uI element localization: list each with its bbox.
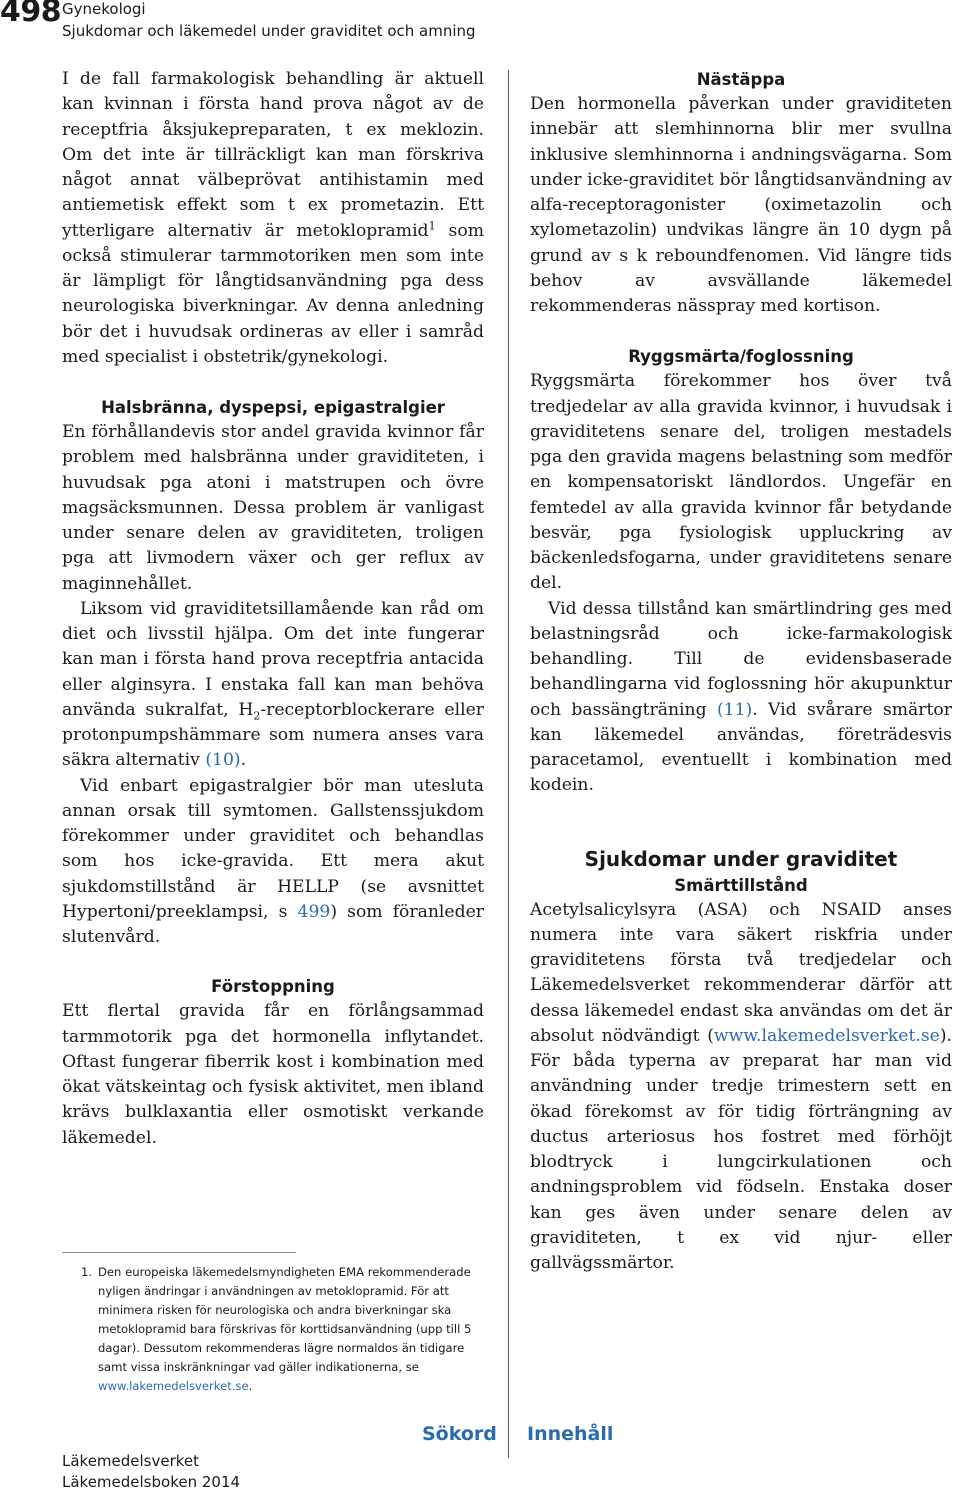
heading-pain-conditions: Smärttillstånd [674, 875, 808, 895]
footnote-number: 1. [81, 1265, 93, 1279]
paragraph: Den hormonella påverkan under graviditeten innebär att slemhinnorna blir mer svullna inklusive slemhinnorna i andningsvägarna. Som under icke-graviditet bör långtidsanvändning av alfa-receptoragonister (oximetazolin och xylometazolin) undvikas längre än 10 dygn på grund av s k reboundfenomen. Vid längre tids behov av avsvällande läkemedel rekommenderas nässpray med kortison. [530, 94, 952, 316]
paragraph: Vid dessa tillstånd kan smärtlindring ges med belastningsråd och icke-farmakologisk behandling. Till de evidensbaserade behandlingarna vid foglossning hör akupunktur och bassängträning (11). Vid svårare smärtor kan läkemedel användas, företrädesvis paracetamol, eventuellt i kombination med kodein. [530, 598, 952, 796]
column-divider [508, 70, 509, 1458]
lakemedelsverket-link[interactable]: www.lakemedelsverket.se [713, 1025, 940, 1046]
heading-back-pain: Ryggsmärta/foglossning [628, 347, 854, 367]
footer-book-title: Läkemedelsboken 2014 [62, 1473, 241, 1491]
footnote-divider [62, 1252, 296, 1253]
heading-nasal-congestion: Nästäppa [696, 70, 786, 89]
paragraph: Vid enbart epigastralgier bör man utesluta annan orsak till symtomen. Gallstenssjukdom förekommer under graviditet och behandlas som hos icke-gravida. Ett mera akut sjukdomstillstånd är HELLP (se avsnittet Hypertoni/preeklampsi, s 499) som föranleder slutenvård. [62, 775, 484, 947]
reference-link[interactable]: (10) [205, 750, 241, 771]
paragraph: Acetylsalicylsyra (ASA) och NSAID anses numera inte vara säkert riskfria under graviditetens första två tredjedelar och Läkemedelsverket rekommenderar därför att dessa läkemedel endast ska användas om det är absolut nödvändigt (www.lakemedelsverket.se). För båda typerna av preparat har man vid användning under tredje trimestern sett en ökad förekomst av för tidig förträngning av ductus arteriosus hos fostret med förhöjt blodtryck i lungcirkulationen och andningsproblem vid födseln. Enstaka doser kan ges även under senare delen av graviditeten, t ex vid njur- eller gallvägssmärtor. [530, 899, 952, 1273]
heading-constipation: Förstoppning [211, 977, 335, 997]
page-reference-link[interactable]: 499 [297, 901, 331, 922]
footnote-marker[interactable]: 1 [428, 218, 436, 232]
heading-diseases-during-pregnancy: Sjukdomar under graviditet [584, 846, 898, 871]
paragraph: En förhållandevis stor andel gravida kvinnor får problem med halsbränna under graviditeten, i huvudsak pga atoni i matstrupen och övre magsäcksmunnen. Dessa problem är vanligast under senare delen av graviditeten, troligen pga att livmodern växer och ger reflux av maginnehållet. [62, 422, 484, 594]
table-of-contents-link[interactable]: Innehåll [527, 1423, 614, 1445]
footnote: 1. Den europeiska läkemedelsmyndigheten EMA rekommenderade nyligen ändringar i användningen av metoklopramid. För att minimera risken för neurologiska och andra biverkningar ska metoklopramid bara förskrivas för korttidsanvändning (upp till 5 dagar). Dessutom rekommenderas lägre normaldos än tidigare samt vissa inskränkningar vad gäller indikationerna, se www.lakemedelsverket.se. [81, 1265, 472, 1393]
paragraph: Ett flertal gravida får en förlångsammad tarmmotorik pga det hormonella inflytandet. Oftast fungerar fiberrik kost i kombination med ökat vätskeintag och fysisk aktivitet, men ibland krävs bulklaxantia eller osmotiskt verkande läkemedel. [62, 1001, 484, 1148]
section-title: Sjukdomar och läkemedel under graviditet och amning [62, 22, 476, 40]
right-column [530, 67, 952, 1276]
left-column [62, 67, 484, 1151]
paragraph: I de fall farmakologisk behandling är aktuell kan kvinnan i första hand prova något av de receptfria åksjukepreparaten, t ex meklozin. Om det inte är tillräckligt kan man förskriva något annat välbeprövat antihistamin med antiemetisk effekt som t ex prometazin. Ett ytterligare alternativ är metoklopramid$^1$ som också stimulerar tarmmotoriken men som inte är lämpligt för långtidsanvändning pga dess neurologiska biverkningar. Av denna anledning bör det i huvudsak ordineras av eller i samråd med specialist i obstetrik/gynekologi. [62, 69, 484, 367]
footer-publisher: Läkemedelsverket [62, 1452, 200, 1470]
paragraph: Liksom vid graviditetsillamående kan råd om diet och livsstil hjälpa. Om det inte fungerar kan man i första hand prova receptfria antacida eller alginsyra. I enstaka fall kan man behöva använda sukralfat, $H_2$-receptorblockerare eller protonpumpshämmare som numera anses vara säkra alternativ (10). [62, 598, 484, 771]
chapter-title: Gynekologi [62, 0, 146, 18]
paragraph: Ryggsmärta förekommer hos över två tredjedelar av alla gravida kvinnor, i huvudsak i graviditetens senare del, troligen mestadels pga den gravida magens belastning som medför en kompensatoriskt ländlordos. Ungefär en femtedel av alla gravida kvinnor får betydande besvär, pga fysiologisk uppluckring av bäckenledsfogarna, under graviditetens senare del. [530, 371, 952, 594]
reference-link[interactable]: (11) [716, 699, 753, 720]
heading-heartburn: Halsbränna, dyspepsi, epigastralgier [101, 398, 445, 417]
running-header [62, 0, 476, 42]
page-number: 498 [0, 0, 62, 29]
search-index-link[interactable]: Sökord [422, 1423, 497, 1445]
footnote-link[interactable]: www.lakemedelsverket.se [98, 1379, 249, 1393]
